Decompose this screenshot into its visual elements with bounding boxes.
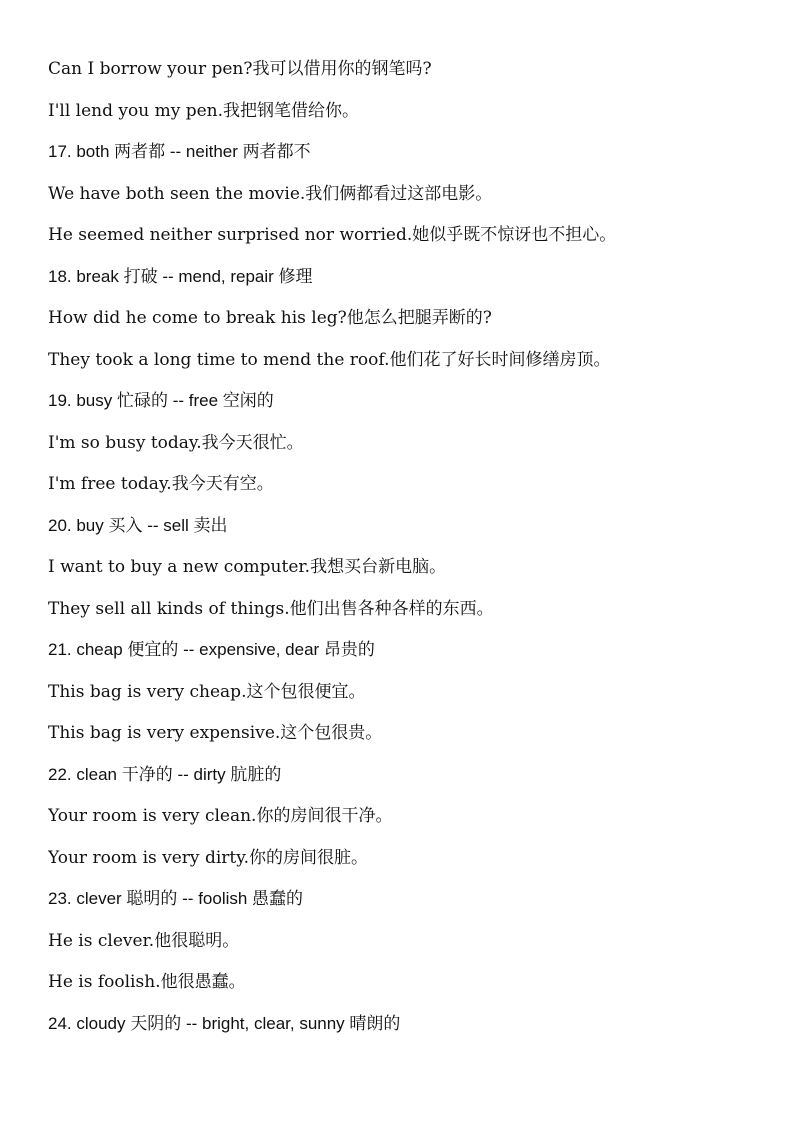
vocab-entry-heading: 23. clever 聪明的 -- foolish 愚蠢的 [48, 889, 304, 908]
example-sentence: He seemed neither surprised nor worried.她似乎既不惊讶也不担心。 [48, 225, 617, 245]
example-sentence: They sell all kinds of things.他们出售各种各样的东西。 [48, 598, 494, 619]
example-sentence: He is clever.他很聪明。 [48, 930, 240, 951]
example-sentence: Your room is very dirty.你的房间很脏。 [48, 847, 368, 868]
example-sentence: I'm so busy today.我今天很忙。 [48, 432, 304, 453]
example-sentence: Can I borrow your pen?我可以借用你的钢笔吗? [48, 59, 432, 79]
vocab-entry-heading: 17. both 两者都 -- neither 两者都不 [48, 142, 311, 161]
example-sentence: This bag is very expensive.这个包很贵。 [48, 723, 383, 743]
vocab-entry-heading: 19. busy 忙碌的 -- free 空闲的 [48, 391, 274, 410]
text-body [48, 54, 768, 1050]
example-sentence: I'll lend you my pen.我把钢笔借给你。 [48, 100, 360, 121]
vocab-entry-heading: 21. cheap 便宜的 -- expensive, dear 昂贵的 [48, 640, 375, 659]
example-sentence: They took a long time to mend the roof.他们花了好长时间修缮房顶。 [48, 349, 611, 370]
vocab-entry-heading: 22. clean 干净的 -- dirty 肮脏的 [48, 764, 282, 784]
example-sentence: I want to buy a new computer.我想买台新电脑。 [48, 557, 447, 577]
example-sentence: This bag is very cheap.这个包很便宜。 [48, 681, 366, 702]
example-sentence: I'm free today.我今天有空。 [48, 474, 274, 494]
example-sentence: We have both seen the movie.我们俩都看过这部电影。 [48, 183, 493, 204]
example-sentence: He is foolish.他很愚蠢。 [48, 972, 246, 992]
example-sentence: How did he come to break his leg?他怎么把腿弄断的? [48, 308, 492, 328]
vocab-entry-heading: 20. buy 买入 -- sell 卖出 [48, 515, 228, 535]
vocab-entry-heading: 18. break 打破 -- mend, repair 修理 [48, 266, 313, 286]
vocab-entry-heading: 24. cloudy 天阴的 -- bright, clear, sunny 晴朗的 [48, 1013, 401, 1033]
example-sentence: Your room is very clean.你的房间很干净。 [48, 806, 393, 826]
